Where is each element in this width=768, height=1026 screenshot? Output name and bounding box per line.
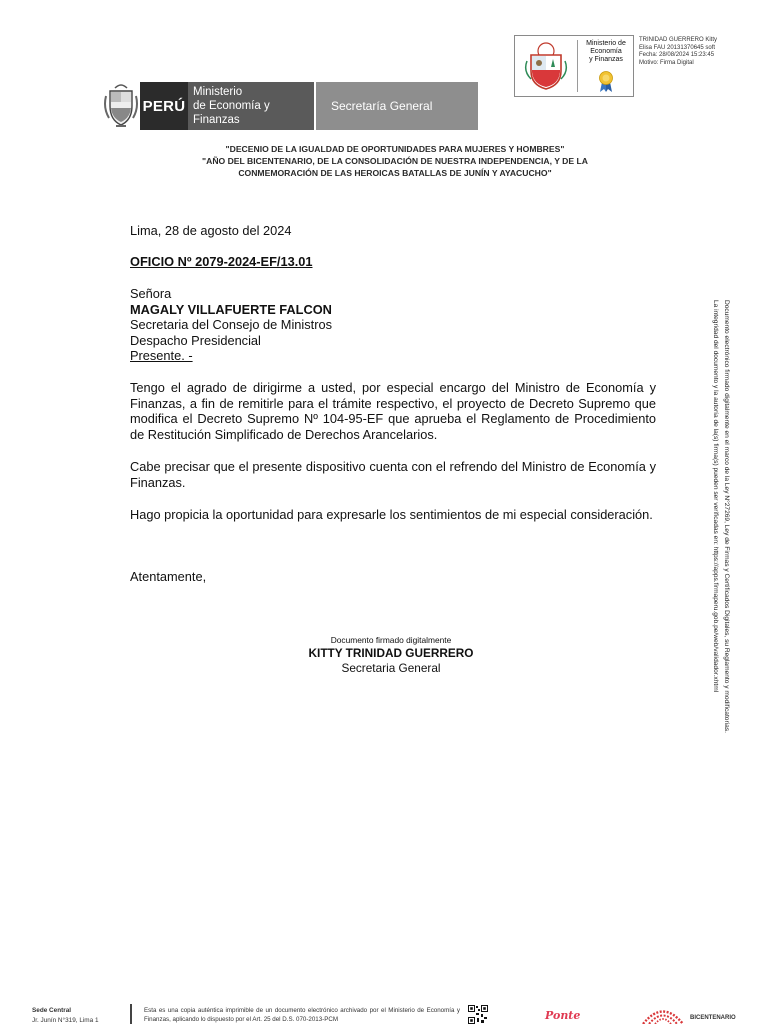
signature-note: Documento firmado digitalmente — [330, 635, 452, 645]
ministry-line: Economía — [590, 48, 622, 55]
recipient-office: Despacho Presidencial — [130, 332, 261, 348]
legal-notice-line: Documento electrónico firmado digitalmente en el marco de la Ley N°27269, Ley de Firmas y Certificados Digitales, su Reglamento y modificatorias. — [723, 300, 730, 733]
footer-sede-address: Jr. Junín N°319, Lima 1 — [32, 1017, 99, 1024]
signature-block — [265, 634, 517, 675]
signatory-title: Secretaria General — [341, 661, 441, 675]
signature-box-ministry — [579, 40, 633, 64]
qr-code-icon[interactable] — [468, 1005, 488, 1024]
signature-detail-line: TRINIDAD GUERRERO Kitty — [639, 37, 718, 43]
header-office: Secretaría General — [316, 82, 478, 130]
recipient-block — [130, 286, 332, 364]
decenio-slogan — [140, 143, 650, 179]
footer-authenticity-note: Esta es una copia auténtica imprimible de un documento electrónico archivado por el Ministerio de Economía y Finanzas, aplicando lo dispuesto por el Art. 25 del D.S. 070-2013-PCM — [144, 1007, 460, 1023]
slogan-line: "DECENIO DE LA IGUALDAD DE OPORTUNIDADES PARA MUJERES Y HOMBRES" — [225, 144, 565, 154]
ministry-line: Ministerio de — [586, 40, 626, 47]
header-ministry-line: Ministerio — [193, 86, 243, 98]
coat-of-arms-icon — [523, 41, 569, 91]
ponte-logo-text: Ponte — [545, 1009, 581, 1022]
header-country: PERÚ — [140, 82, 188, 130]
slogan-line: CONMEMORACIÓN DE LAS HEROICAS BATALLAS DE JUNÍN Y AYACUCHO" — [238, 168, 552, 178]
header-ministry-line: de Economía y Finanzas — [193, 100, 270, 126]
seal-ribbon-icon — [597, 71, 615, 93]
recipient-presente: Presente. - — [130, 348, 193, 364]
signature-details — [639, 37, 764, 67]
legal-notice-line: La integridad del documento y la autoría de la(s) firma(s) pueden ser verificadas en: https://apps.firmaperu.gob.pe/web/validador.xhtml — [712, 300, 719, 693]
ministry-line: y Finanzas — [589, 56, 623, 63]
recipient-salutation: Señora — [130, 286, 172, 301]
bicentenario-text: BICENTENARIO — [690, 1015, 736, 1021]
letter-paragraph: Cabe precisar que el presente dispositivo cuenta con el refrendo del Ministro de Economía y Finanzas. — [130, 459, 656, 490]
recipient-title: Secretaria del Consejo de Ministros — [130, 317, 333, 333]
letter-date: Lima, 28 de agosto del 2024 — [130, 223, 292, 238]
signature-detail-line: Fecha: 28/08/2024 15:23:45 — [639, 52, 715, 58]
letter-closing: Atentamente, — [130, 569, 207, 584]
coat-of-arms-icon — [103, 82, 139, 128]
bicentenario-logo-icon — [640, 1005, 686, 1024]
signatory-name: KITTY TRINIDAD GUERRERO — [308, 646, 474, 660]
letter-reference: OFICIO Nº 2079-2024-EF/13.01 — [130, 254, 313, 269]
recipient-name: MAGALY VILLAFUERTE FALCON — [130, 301, 332, 317]
letter-paragraph: Tengo el agrado de dirigirme a usted, por especial encargo del Ministro de Economía y Finanzas, a fin de remitirle para el trámite respectivo, el proyecto de Decreto Supremo que modifica el Decreto Supremo Nº 104-95-EF que aprueba el Reglamento de Procedimiento de Restitución Simplificado de Derechos Arancelarios. — [130, 380, 656, 442]
vertical-legal-notice — [710, 300, 732, 790]
digital-signature-box — [514, 35, 634, 97]
slogan-line: "AÑO DEL BICENTENARIO, DE LA CONSOLIDACIÓN DE NUESTRA INDEPENDENCIA, Y DE LA — [202, 156, 588, 166]
letter-paragraph: Hago propicia la oportunidad para expresarle los sentimientos de mi especial consideración. — [130, 507, 653, 522]
signature-box-divider — [577, 40, 578, 92]
footer-divider — [130, 1004, 132, 1024]
footer-address — [32, 1006, 99, 1026]
signature-detail-line: Elisa FAU 20131370645 soft — [639, 44, 716, 51]
header-ministry — [188, 82, 314, 130]
ponte-logo — [545, 1006, 580, 1024]
footer-sede-title: Sede Central — [32, 1007, 72, 1014]
signature-detail-line: Motivo: Firma Digital — [639, 59, 694, 66]
